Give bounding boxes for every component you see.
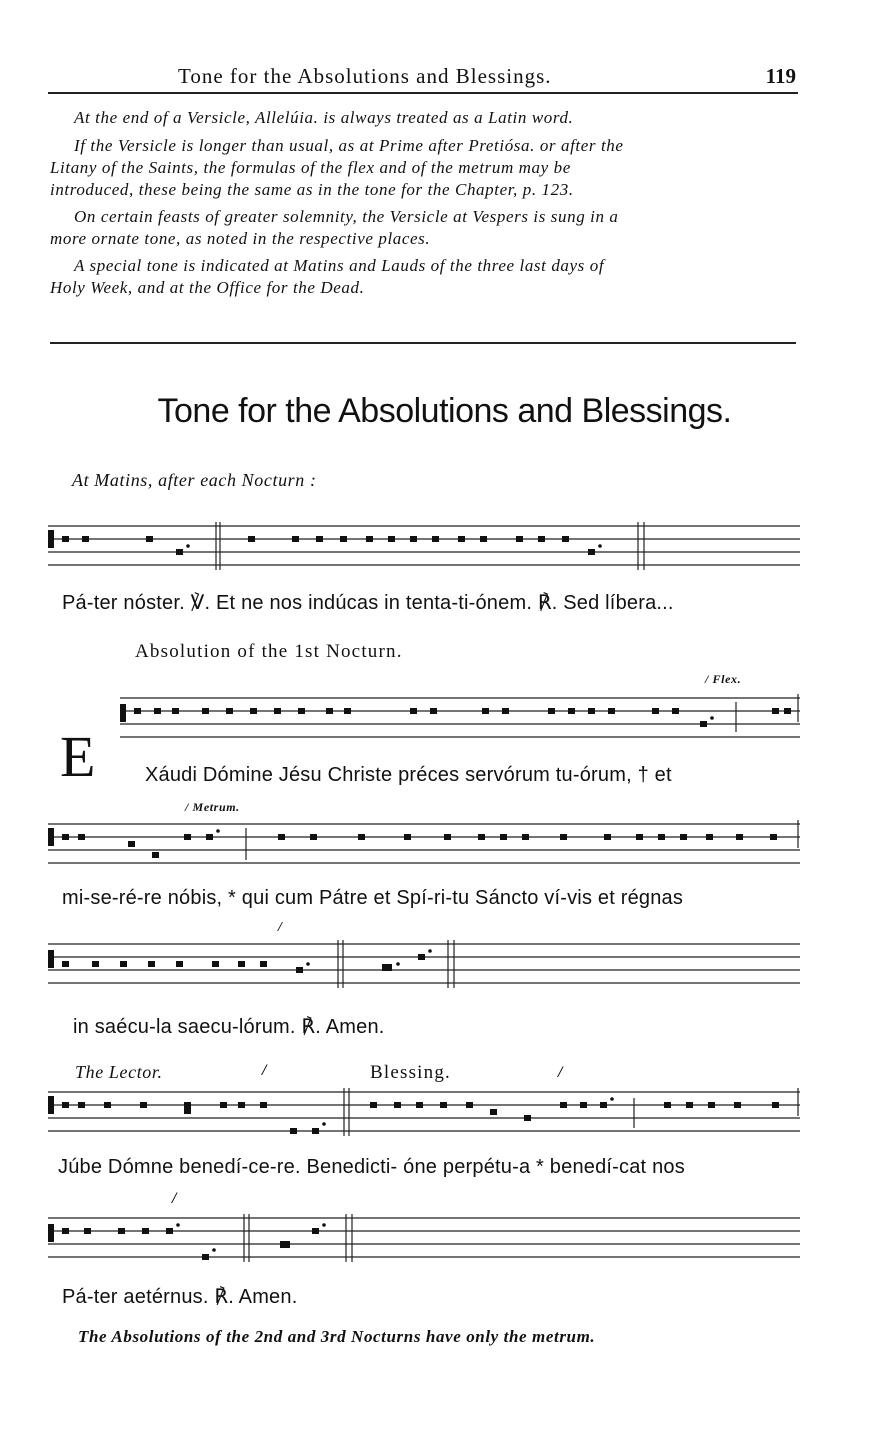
note-alleluia: At the end of a Versicle, Allelúia. is always treated as a Latin word. (74, 108, 574, 127)
note-feasts-2: more ornate tone, as noted in the respective places. (50, 229, 431, 248)
staff-2-svg (120, 694, 800, 746)
running-title: Tone for the Absolutions and Blessings. (178, 64, 552, 88)
note-versicle-2: Litany of the Saints, the formulas of the flex and of the metrum may be (50, 158, 571, 177)
page-number: 119 (765, 64, 796, 88)
metrum-stroke-icon: / (185, 800, 193, 814)
lyric-line-1: Pá-ter nóster. ℣. Et ne nos indúcas in tenta-ti-ónem. ℟. Sed líbera... (62, 592, 674, 614)
flex-stroke-5a-icon: / (262, 1062, 268, 1079)
section-divider (50, 342, 796, 344)
lector-label: The Lector. (75, 1062, 163, 1082)
flex-stroke-5b-icon: / (558, 1064, 564, 1081)
staff-6 (48, 1214, 800, 1266)
staff-3 (48, 820, 800, 872)
metrum-mark: / Metrum. (185, 800, 240, 814)
lyric-line-6: Pá-ter aetérnus. ℟. Amen. (62, 1286, 298, 1308)
section-title: Tone for the Absolutions and Blessings. (157, 392, 732, 430)
staff-1-svg (48, 522, 800, 574)
staff-1 (48, 522, 800, 574)
lyric-line-2: Xáudi Dómine Jésu Christe préces servórum tu-órum, † et (145, 764, 672, 786)
running-header (48, 62, 798, 94)
note-holyweek-1: A special tone is indicated at Matins and Lauds of the three last days of (74, 256, 605, 275)
rubric-matins: At Matins, after each Nocturn : (72, 470, 317, 490)
lyric-line-4: in saécu-la saecu-lórum. ℟. Amen. (73, 1016, 385, 1038)
lyric-line-5: Júbe Dómne benedí-ce-re. Benedicti- óne perpétu-a * benedí-cat nos (58, 1156, 685, 1178)
flex-stroke-6-icon: / (172, 1190, 178, 1207)
staff-4-svg (48, 940, 800, 992)
note-holyweek-2: Holy Week, and at the Office for the Dead. (50, 278, 365, 297)
staff-5-svg (48, 1088, 800, 1140)
staff-6-svg (48, 1214, 800, 1266)
note-versicle-3: introduced, these being the same as in the tone for the Chapter, p. 123. (50, 180, 574, 199)
staff-3-svg (48, 820, 800, 872)
flex-stroke-4-icon: / (278, 920, 283, 935)
staff-2 (120, 694, 800, 746)
initial-letter: E (60, 724, 96, 789)
lyric-line-3: mi-se-ré-re nóbis, * qui cum Pátre et Spí-ri-tu Sáncto ví-vis et régnas (62, 887, 684, 909)
note-feasts-1: On certain feasts of greater solemnity, the Versicle at Vespers is sung in a (74, 207, 619, 226)
footnote: The Absolutions of the 2nd and 3rd Nocturns have only the metrum. (78, 1327, 596, 1346)
staff-4 (48, 940, 800, 992)
blessing-label: Blessing. (370, 1062, 452, 1083)
staff-5 (48, 1088, 800, 1140)
flex-mark: / Flex. (705, 672, 742, 686)
absolution-label: Absolution of the 1st Nocturn. (135, 641, 403, 662)
note-versicle-1: If the Versicle is longer than usual, as at Prime after Pretiósa. or after the (74, 136, 624, 155)
flex-stroke-icon: / (705, 672, 713, 686)
